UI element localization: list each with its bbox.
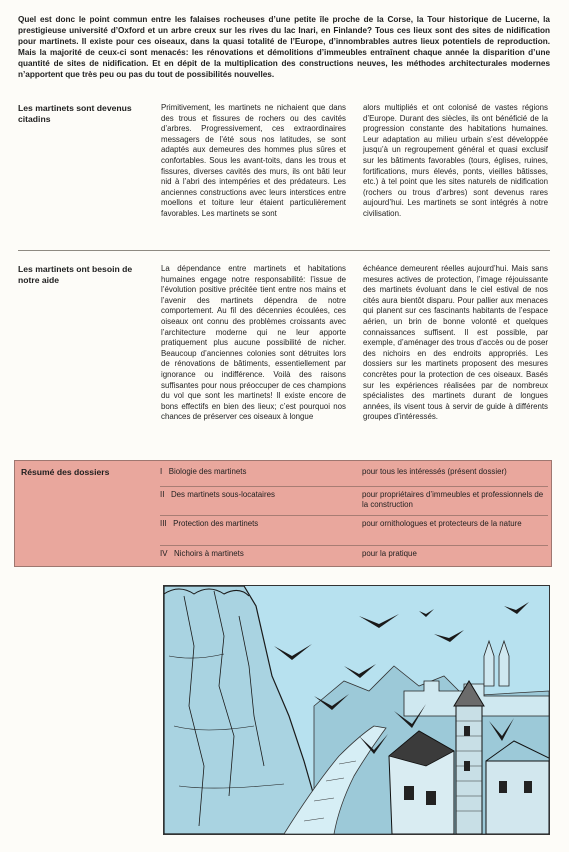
summary-row [160,515,548,545]
summary-row [160,545,548,568]
intro-paragraph: Quel est donc le point commun entre les falaises rocheuses d’une petite île proche de la Corse, la Tour historique de Lucerne, la prestigieuse université d’Oxford et un arbre creux sur les rives du lac Inari, en Finlande? Tous ces lieux sont des sites de nidification pour martinets. Il existe pour ces oiseaux, dans la quasi totalité de l’Europe, d’innombrables autres lieux potentiels de reproduction. Mais la majorité de ceux-ci sont menacés: les rénovations et démolitions d’immeubles entraînent chaque année la disparition d’une quantité de sites de nidification. Et en dépit de la multiplication des constructions neuves, les méthodes architecturales modernes n’apportent que très peu ou pas du tout de possibilités nouvelles. [18,15,550,79]
section-heading-citadins: Les martinets sont devenus citadins [18,103,132,124]
summary-box [14,460,552,567]
summary-row [160,486,548,515]
section-citadins-column-1: Primitivement, les martinets ne nichaient que dans des trous et fissures de rochers ou des cavités d’arbres. Progressivement, ces extraordinaires messagers de l’été sous nos latitudes, se sont adaptés aux demeures des hommes plus sûres et confortables. Sous les avant-toits, dans les trous et fissures, diverses cavités des murs, ils ont bâti leur nid à l’abri des intempéries et des prédateurs. Les anciennes constructions avec leurs interstices entre moellons et toiture leur étaient particulièrement favorables. Les martinets se sont [161,103,346,218]
section-heading-aide: Les martinets ont besoin de notre aide [18,264,133,285]
section-aide-column-2: échéance demeurent réelles aujourd’hui. Mais sans mesures actives de protection, l’image réjouissante des martinets évoluant dans le ciel estival de nos cités aura bientôt disparu. Pour pallier aux menaces qui planent sur ces fascinants habitants de l’espace aérien, un brin de bonne volonté et quelques connaissances suffisent. Il est possible, par exemple, d’aménager des trous d’accès ou de poser des nichoirs en des endroits appropriés. Les dossiers sur les martinets proposent des mesures concrètes pour la protection de ces oiseaux. Basés sur les expériences réalisées par de nombreux spécialistes des martinets durant de longues années, ils visent tous à servir de guide à différents groupes d’intéressés. [363,264,548,422]
summary-row-audience: pour la pratique [362,549,417,558]
summary-row-title: III Protection des martinets [160,519,259,528]
swift-illustration [163,585,550,835]
section-divider [18,250,550,251]
summary-row [160,464,548,486]
summary-row-audience: pour propriétaires d’immeubles et professionnels de la construction [362,490,544,509]
summary-row-title: I Biologie des martinets [160,467,247,476]
summary-row-title: IV Nichoirs à martinets [160,549,244,558]
illustration-drawing [164,586,549,834]
summary-row-title: II Des martinets sous-locataires [160,490,275,499]
summary-title: Résumé des dossiers [21,467,110,477]
section-citadins-column-2: alors multipliés et ont colonisé de vastes régions d’Europe. Durant des siècles, ils ont bénéficié de la progression constante des habitations humaines. Leur adaptation au milieu urbain s’est développée jusqu’à un regroupement général et quasi exclusif sur les bâtiments favorables (tours, églises, ruines, fortifications, murs élevés, ponts, vieilles bâtisses, etc.) à tel point que les sites naturels de nidification (rochers ou trous d’arbres) sont devenus rares aujourd’hui. Les martinets se sont intégrés à notre civilisation. [363,103,548,218]
summary-row-audience: pour ornithologues et protecteurs de la nature [362,519,522,528]
summary-row-audience: pour tous les intéressés (présent dossier) [362,467,507,476]
section-aide-column-1: La dépendance entre martinets et habitations humaines engage notre responsabilité: l’issue de l’évolution positive précitée tient entre nos mains et l’avenir des martinets dépendra de notre comportement. Au fil des décennies écoulées, ces oiseaux ont connu des problèmes croissants avec l’architecture moderne qui ne leur apporte pratiquement plus aucune possibilité de nicher. Beaucoup d’anciennes colonies sont détruites lors de rénovations de bâtiments, essentiellement par ignorance ou indifférence. Voilà des raisons suffisantes pour nous préoccuper de ces champions du vol que sont les martinets! Il existe encore de bons effectifs en bien des lieux; c’est pourquoi nos chances de préserver ces oiseaux à longue [161,264,346,422]
